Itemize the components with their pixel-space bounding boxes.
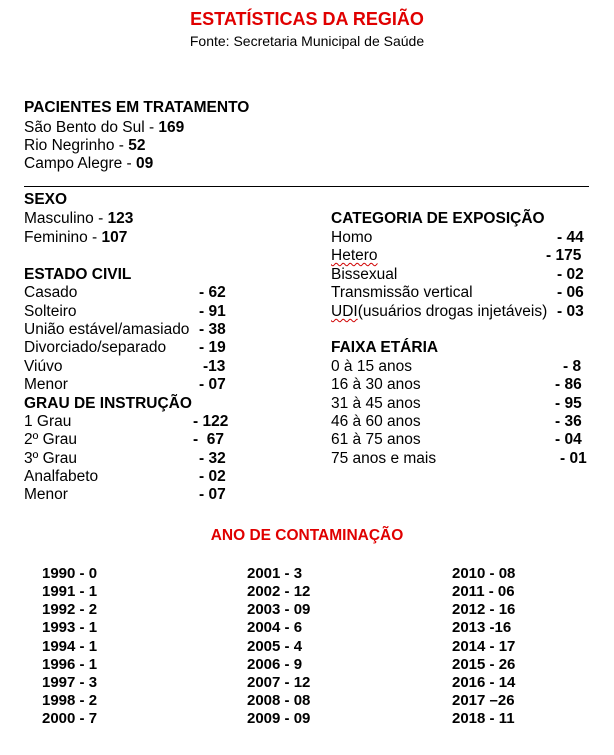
age-row-label: 0 à 15 anos — [331, 358, 413, 375]
civil-row-value: -13 — [203, 358, 226, 375]
year-entry: 2016 - 14 — [452, 674, 516, 691]
source-note: Fonte: Secretaria Municipal de Saúde — [189, 33, 425, 49]
year-entry: 1998 - 2 — [42, 692, 98, 709]
exposure-row-value: - 175 — [546, 247, 582, 264]
exposure-row-value: - 02 — [557, 266, 584, 283]
year-entry: 1991 - 1 — [42, 583, 98, 600]
year-entry: 2001 - 3 — [247, 565, 303, 582]
education-row-value: - 07 — [199, 486, 226, 503]
education-heading: GRAU DE INSTRUÇÃO — [24, 395, 192, 412]
year-entry: 2003 - 09 — [247, 601, 311, 618]
civil-row-label: Solteiro — [24, 303, 77, 320]
year-entry: 2017 –26 — [452, 692, 515, 709]
age-row-label: 75 anos e mais — [331, 450, 437, 467]
year-entry: 2006 - 9 — [247, 656, 303, 673]
education-row-value: - 67 — [193, 431, 225, 448]
education-row-label: Menor — [24, 486, 68, 503]
exposure-row-value: - 06 — [557, 284, 584, 301]
age-row-value: - 01 — [560, 450, 587, 467]
civil-row-label: Divorciado/separado — [24, 339, 167, 356]
age-heading: FAIXA ETÁRIA — [331, 339, 439, 356]
age-row-value: - 8 — [563, 358, 582, 375]
education-row-value: - 32 — [199, 450, 226, 467]
education-row-label: 3º Grau — [24, 450, 78, 467]
patients-heading: PACIENTES EM TRATAMENTO — [24, 99, 250, 116]
age-row-label: 61 à 75 anos — [331, 431, 421, 448]
education-row-value: - 02 — [199, 468, 226, 485]
page-title: ESTATÍSTICAS DA REGIÃO — [190, 9, 424, 29]
year-entry: 1992 - 2 — [42, 601, 98, 618]
year-entry: 1996 - 1 — [42, 656, 98, 673]
age-row-value: - 95 — [555, 395, 582, 412]
age-row-label: 31 à 45 anos — [331, 395, 421, 412]
age-row-label: 16 à 30 anos — [331, 376, 421, 393]
exposure-row-value: - 44 — [557, 229, 584, 246]
civil-row-label: Menor — [24, 376, 68, 393]
exposure-heading: CATEGORIA DE EXPOSIÇÃO — [331, 210, 545, 227]
civil-row-value: - 62 — [199, 284, 226, 301]
civil-row-label: Viúvo — [24, 358, 63, 375]
education-row-label: 1 Grau — [24, 413, 72, 430]
exposure-row-label: Transmissão vertical — [331, 284, 473, 301]
civil-row-label: União estável/amasiado — [24, 321, 190, 338]
exposure-row-label: Homo — [331, 229, 373, 246]
year-entry: 2012 - 16 — [452, 601, 516, 618]
patients-row: São Bento do Sul - 169 — [24, 119, 185, 136]
year-entry: 2014 - 17 — [452, 638, 516, 655]
exposure-row-label: Hetero — [331, 247, 378, 264]
education-row-label: 2º Grau — [24, 431, 78, 448]
year-entry: 2011 - 06 — [452, 583, 515, 600]
patients-row: Rio Negrinho - 52 — [24, 137, 146, 154]
year-entry: 2002 - 12 — [247, 583, 311, 600]
year-entry: 1990 - 0 — [42, 565, 98, 582]
civil-row-value: - 38 — [199, 321, 226, 338]
sex-heading: SEXO — [24, 191, 68, 208]
age-row-value: - 86 — [555, 376, 582, 393]
year-entry: 2007 - 12 — [247, 674, 311, 691]
exposure-row-label: UDI(usuários drogas injetáveis) — [331, 303, 548, 320]
age-row-label: 46 à 60 anos — [331, 413, 421, 430]
year-entry: 2004 - 6 — [247, 619, 303, 636]
year-entry: 2010 - 08 — [452, 565, 516, 582]
year-entry: 2008 - 08 — [247, 692, 311, 709]
exposure-row-label: Bissexual — [331, 266, 398, 283]
civil-row-label: Casado — [24, 284, 78, 301]
exposure-row-value: - 03 — [557, 303, 584, 320]
patients-row: Campo Alegre - 09 — [24, 155, 154, 172]
contamination-heading: ANO DE CONTAMINAÇÃO — [210, 527, 404, 544]
year-entry: 2000 - 7 — [42, 710, 98, 727]
year-entry: 1993 - 1 — [42, 619, 98, 636]
sex-row: Feminino - 107 — [24, 229, 128, 246]
year-entry: 2009 - 09 — [247, 710, 311, 727]
year-entry: 2005 - 4 — [247, 638, 303, 655]
age-row-value: - 36 — [555, 413, 582, 430]
civil-status-heading: ESTADO CIVIL — [24, 266, 132, 283]
sex-row: Masculino - 123 — [24, 210, 134, 227]
year-entry: 2018 - 11 — [452, 710, 515, 727]
education-row-value: - 122 — [193, 413, 229, 430]
section-divider — [24, 186, 589, 187]
age-row-value: - 04 — [555, 431, 582, 448]
year-entry: 1997 - 3 — [42, 674, 98, 691]
year-entry: 2013 -16 — [452, 619, 512, 636]
year-entry: 1994 - 1 — [42, 638, 98, 655]
year-entry: 2015 - 26 — [452, 656, 516, 673]
civil-row-value: - 91 — [199, 303, 226, 320]
civil-row-value: - 19 — [199, 339, 226, 356]
education-row-label: Analfabeto — [24, 468, 99, 485]
civil-row-value: - 07 — [199, 376, 226, 393]
